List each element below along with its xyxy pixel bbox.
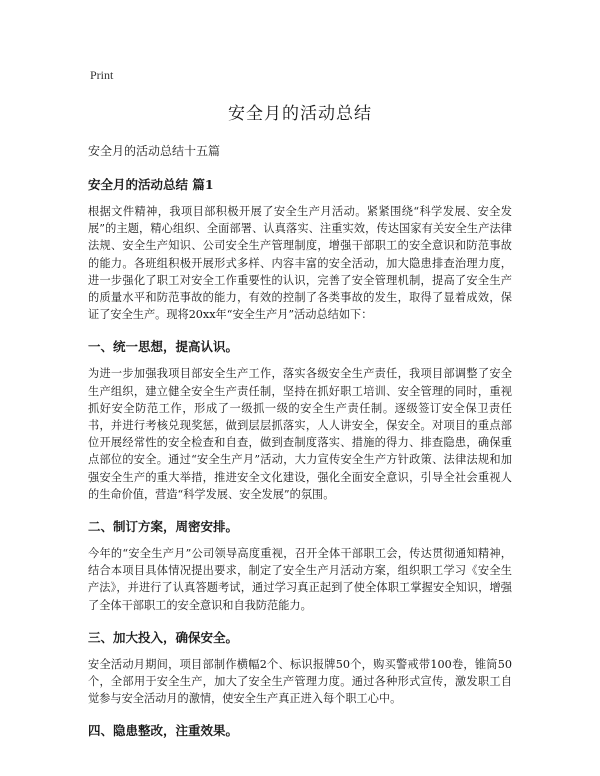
article-heading: 安全月的活动总结 篇1	[88, 177, 214, 192]
section-heading-3: 三、加大投入，确保安全。	[88, 629, 239, 645]
print-link[interactable]: Print	[90, 68, 114, 82]
section-paragraph-3: 安全活动月期间，项目部制作横幅2个、标识报牌50个，购买警戒带100卷，锥筒50个，全部用于安全生产，加大了安全生产管理力度。通过各种形式宣传，激发职工自觉参与安全活动月的激情，使安全生产真正进入每个职工心中。	[88, 657, 512, 706]
section-heading-1: 一、统一思想，提高认识。	[88, 339, 239, 355]
section-paragraph-2: 今年的“安全生产月”公司领导高度重视，召开全体干部职工会，传达贯彻通知精神，结合本项目具体情况提出要求，制定了安全生产月活动方案，组织职工学习《安全生产法》，并进行了认真答题考试，通过学习真正起到了使全体职工掌握安全知识，增强了全体干部职工的安全意识和自我防范能力。	[88, 547, 512, 612]
section-paragraph-1: 为进一步加强我项目部安全生产工作，落实各级安全生产责任，我项目部调整了安全生产组织，建立健全安全生产责任制，坚持在抓好职工培训、安全管理的同时，重视抓好安全防范工作，形成了一级抓一级的安全生产责任制。逐级签订安全保卫责任书，并进行考核兑现奖惩，做到层层抓落实，人人讲安全，保安全。对项目的重点部位开展经常性的安全检查和自查，做到查制度落实、措施的得力、排查隐患，确保重点部位的安全。通过“安全生产月”活动，大力宣传安全生产方针政策、法律法规和加强安全生产的重大举措，推进安全文化建设，强化全面安全意识，引导全社会重视人的生命价值，营造“科学发展、安全发展”的氛围。	[88, 367, 512, 501]
document-subtitle: 安全月的活动总结十五篇	[88, 144, 221, 158]
intro-paragraph: 根据文件精神，我项目部积极开展了安全生产月活动。紧紧围绕“科学发展、安全发展”的主题，精心组织、全面部署、认真落实、注重实效，传达国家有关安全生产法律法规、安全生产知识、公司安全生产管理制度，增强干部职工的安全意识和防范事故的能力。各班组积极开展形式多样、内容丰富的安全活动，加大隐患排查治理力度，进一步强化了职工对安全工作重要性的认识，完善了安全管理机制，提高了安全生产的质量水平和防范事故的能力，有效的控制了各类事故的发生，取得了显着成效，保证了安全生产。现将20xx年“安全生产月”活动总结如下：	[88, 205, 512, 322]
document-title: 安全月的活动总结	[228, 104, 372, 124]
section-heading-4: 四、隐患整改，注重效果。	[88, 723, 239, 739]
section-heading-2: 二、制订方案，周密安排。	[88, 519, 239, 535]
